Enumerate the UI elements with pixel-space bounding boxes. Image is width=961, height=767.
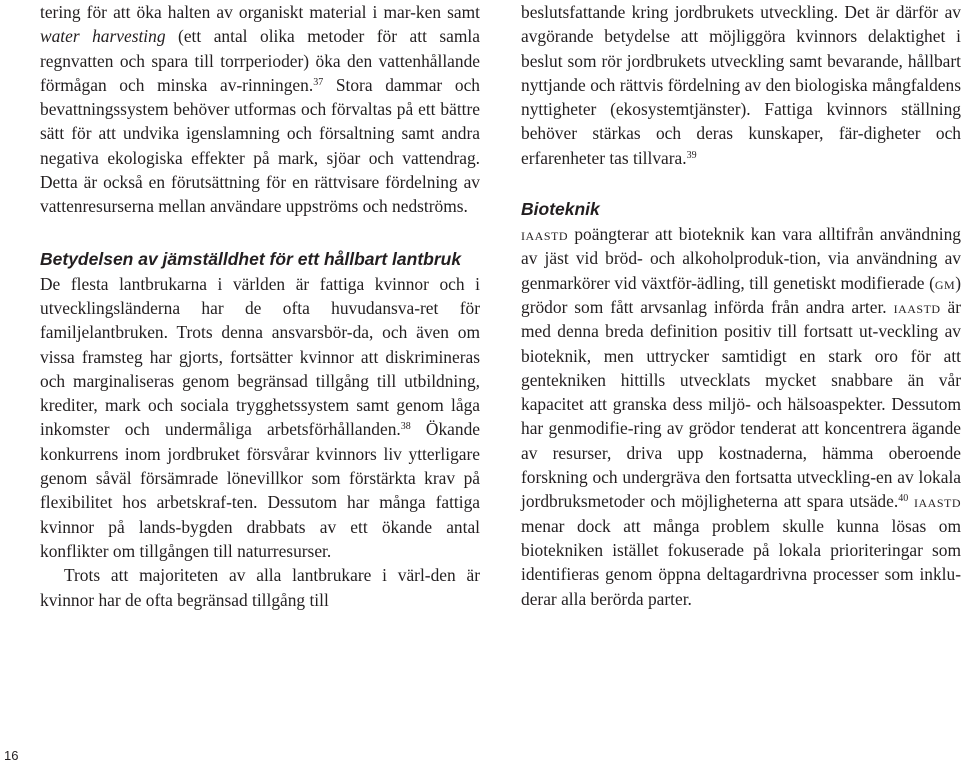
text-run: Ökande konkurrens inom jordbruket försvårar kvinnors liv ytterligare genom såväl försämrade lönevillkor som förstärkta krav på flexibilitet hos arbetskraf-ten. Dessutom har många fattiga kvinnor på lands-bygden drabbats av ett ökande antal konflikter om tillgången till naturresurser. (40, 419, 480, 561)
text-run: Stora dammar och bevattningssystem behöver utformas och förvaltas på ett bättre sätt för att undvika igenslamning och försaltning samt andra negativa ekologiska effekter på mark, sjöar och vattendrag. Detta är också en förutsättning för en rättvisare fördelning av vattenresurserna mellan användare uppströms och nedströms. (40, 74, 480, 217)
footnote-ref: 40 (898, 493, 909, 505)
left-paragraph-women-farmers (40, 272, 480, 564)
right-paragraph-decision-making (521, 0, 961, 170)
abbreviation: gm (934, 272, 956, 293)
text-run: poängterar att bioteknik kan vara alltifrån användning av jäst vid bröd- och alkoholproduk-tion, via användning av genmarkörer vid växtför-ädling, till genetiskt modifierade ( (521, 224, 961, 293)
right-column (521, 0, 961, 611)
left-column (40, 0, 480, 612)
footnote-ref: 38 (400, 421, 411, 433)
section-heading-biotechnology: Bioteknik (521, 199, 600, 220)
page-number: 16 (4, 748, 19, 763)
text-run: ) grödor som fått arvsanlag införda från andra arter. (521, 272, 961, 317)
right-paragraph-biotech (521, 222, 961, 611)
left-paragraph-majority: Trots att majoriteten av alla lantbrukare i värl-den är kvinnor har de ofta begränsad tillgång till (40, 565, 480, 610)
text-run: beslutsfattande kring jordbrukets utveckling. Det är därför av avgörande betydelse att möjliggöra kvinnors delaktighet i beslut som rör jordbrukets utveckling samt bevarande, hållbart nyttjande och rättvis fördelning av den biologiska mångfaldens nyttigheter (ekosystemtjänster). Fattiga kvinnors ställning behöver stärkas och deras kunskaper, fär-digheter och erfarenheter tas tillvara. (521, 2, 961, 168)
abbreviation: iaastd (893, 296, 941, 317)
footnote-ref: 39 (686, 149, 697, 161)
text-run: menar dock att många problem skulle kunna lösas om biotekniken istället fokuserade på lokala prioriteringar som identifieras genom öppna deltagardrivna processer som inklu-derar alla berörda parter. (521, 515, 961, 609)
left-paragraph-water (40, 0, 480, 219)
abbreviation: iaastd (521, 224, 568, 245)
text-run: (ett antal olika metoder för att samla regnvatten och spara till torrperioder) öka den vattenhållande förmågan och minska av-rinningen. (40, 26, 480, 95)
footnote-ref: 37 (313, 76, 324, 88)
text-run: De flesta lantbrukarna i världen är fattiga kvinnor och i utvecklingsländerna har de ofta huvudansva-ret för familjelantbruken. Trots denna ansvarsbör-da, och även om vissa framsteg har gjorts, fortsätter kvinnor att diskrimineras och marginaliseras genom begränsad tillgång till utbildning, krediter, mark och sociala trygghetssystem samt genom låga inkomster och undermåliga arbetsförhållanden. (40, 273, 480, 440)
italic-term: water harvesting (40, 26, 166, 47)
section-heading-gender-equality: Betydelsen av jämställdhet för ett hållbart lantbruk (40, 248, 462, 269)
text-run: tering för att öka halten av organiskt material i mar-ken samt (40, 2, 480, 22)
text-run: är med denna breda definition positiv till fortsatt ut-veckling av bioteknik, men uttrycker samtidigt en stark oro för att gentekniken hittills utvecklats mycket snabbare än vår kapacitet att granska dess miljö- och hälsoaspekter. Dessutom har genmodifie-ring av grödor tenderat att koncentrera ägande av resurser, driva upp kostnaderna, hämma oberoende forskning och undergräva den fortsatta utveckling-en av lokala jordbruksmetoder och möjligheterna att spara utsäde. (521, 296, 961, 512)
abbreviation: iaastd (914, 491, 961, 512)
